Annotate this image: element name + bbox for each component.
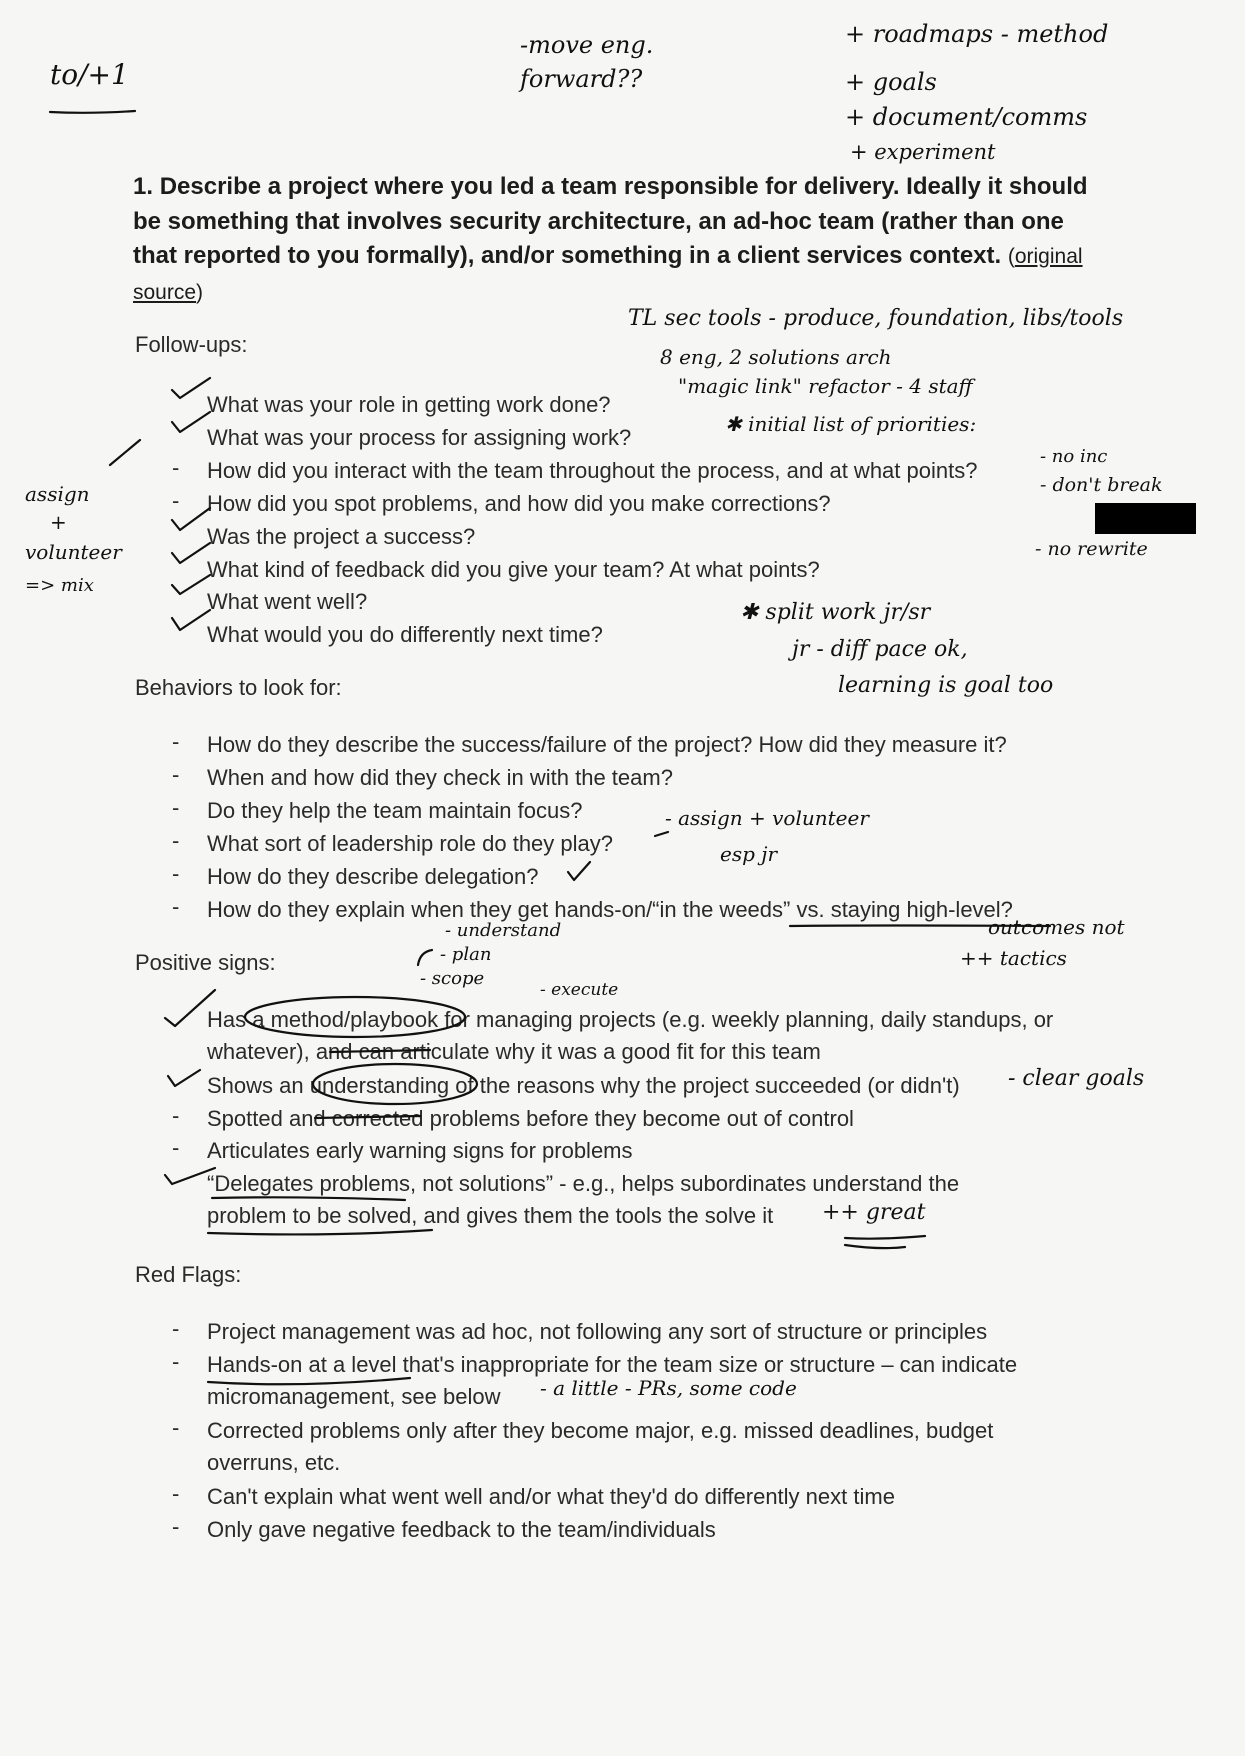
hw-split-1: ✱ split work jr/sr [740, 600, 931, 625]
bullet-dash: - [172, 1514, 180, 1539]
source-open: ( [1007, 245, 1015, 268]
hw-top-right-3: + document/comms [845, 103, 1088, 131]
followup-item: What was your process for assigning work? [207, 425, 632, 450]
hw-clear-goals: - clear goals [1008, 1066, 1145, 1091]
bullet-dash: - [172, 1103, 180, 1128]
hw-split-3: learning is goal too [838, 673, 1054, 698]
source-close: ) [196, 280, 204, 304]
hw-pos-2: - plan [440, 944, 492, 965]
hw-leader-1: - assign + volunteer [665, 806, 869, 830]
bullet-dash: - [172, 762, 180, 787]
bullet-dash: - [172, 729, 180, 754]
bullet-dash: - [172, 1415, 180, 1440]
hw-side-3: - no rewrite [1035, 538, 1148, 560]
followup-item: How did you interact with the team throughout the process, and at what points? [207, 458, 978, 483]
question-text: Describe a project where you led a team responsible for delivery. Ideally it should be something that involves security architecture, an ad-hoc team (rather than one that reported to you formally), and/or something in a client services context. [133, 173, 1088, 269]
bullet-dash: - [172, 828, 180, 853]
hw-outcomes-2: ++ tactics [960, 946, 1067, 970]
behavior-item: How do they describe the success/failure of the project? How did they measure it? [207, 732, 1007, 757]
hw-left-margin-4: => mix [25, 575, 94, 596]
red-flag-item: Project management was ad hoc, not following any sort of structure or principles [207, 1319, 988, 1344]
followup-item: How did you spot problems, and how did you make corrections? [207, 491, 831, 516]
bullet-dash: - [172, 1349, 180, 1374]
followup-item: What would you do differently next time? [207, 622, 603, 647]
hw-top-mid: -move eng. forward?? [520, 31, 654, 93]
followups-label: Follow-ups: [135, 332, 248, 357]
hw-top-right-4: + experiment [850, 140, 996, 164]
hw-top-left: to/+1 [50, 58, 129, 91]
red-flag-item: Hands-on at a level that's inappropriate for the team size or structure – can indicate micromanagement, see below [207, 1352, 1018, 1409]
bullet-dash: - [172, 1135, 180, 1160]
behavior-item: Do they help the team maintain focus? [207, 798, 583, 823]
positive-item: Spotted and corrected problems before they become out of control [207, 1106, 854, 1131]
red-flags-label: Red Flags: [135, 1262, 242, 1287]
bullet-dash: - [172, 894, 180, 919]
hw-top-right-1: + roadmaps - method [845, 20, 1109, 48]
hw-left-margin-3: volunteer [25, 540, 122, 564]
followup-item: What kind of feedback did you give your team? At what points? [207, 557, 820, 582]
red-flag-item: Can't explain what went well and/or what they'd do differently next time [207, 1484, 895, 1509]
red-flag-item: Only gave negative feedback to the team/individuals [207, 1517, 716, 1542]
bullet-dash: - [172, 1481, 180, 1506]
positive-item: Shows an understanding of the reasons why the project succeeded (or didn't) [207, 1073, 960, 1098]
hw-left-margin-1: assign [25, 482, 90, 506]
behaviors-label: Behaviors to look for: [135, 675, 342, 700]
hw-left-margin-2: + [50, 510, 67, 534]
positive-item: Articulates early warning signs for problems [207, 1138, 633, 1163]
hw-followup-note-3: "magic link" refactor - 4 staff [678, 374, 973, 398]
behavior-item: How do they describe delegation? [207, 864, 539, 889]
behavior-item: What sort of leadership role do they play? [207, 831, 614, 856]
red-flag-item: Corrected problems only after they become major, e.g. missed deadlines, budget overruns, etc. [207, 1418, 994, 1475]
hw-great: ++ great [822, 1200, 926, 1225]
hw-followup-note-1: TL sec tools - produce, foundation, libs/tools [628, 306, 1124, 331]
hw-followup-note-4: ✱ initial list of priorities: [725, 412, 977, 436]
positive-label: Positive signs: [135, 950, 276, 975]
hw-top-right-2: + goals [845, 68, 937, 96]
original-source-link[interactable]: original source [133, 245, 1083, 304]
bullet-dash: - [172, 861, 180, 886]
hw-pos-4: - execute [540, 980, 619, 1000]
bullet-dash: - [172, 455, 180, 480]
hw-pos-3: - scope [420, 968, 485, 989]
hw-side-1: - no inc [1040, 446, 1108, 467]
hw-outcomes-1: outcomes not [988, 915, 1125, 939]
hw-leader-2: esp jr [720, 842, 778, 866]
redaction-bar [1095, 503, 1196, 534]
question-number: 1. [133, 173, 154, 200]
behavior-item: How do they explain when they get hands-on/“in the weeds” vs. staying high-level? [207, 897, 1013, 922]
hw-split-2: jr - diff pace ok, [792, 637, 968, 662]
followup-item: Was the project a success? [207, 524, 476, 549]
hw-little: - a little - PRs, some code [540, 1376, 797, 1400]
hw-side-2: - don't break [1040, 474, 1163, 496]
hw-followup-note-2: 8 eng, 2 solutions arch [660, 345, 892, 369]
followup-item: What went well? [207, 589, 368, 614]
question-title [133, 170, 1093, 310]
bullet-dash: - [172, 488, 180, 513]
followup-item: What was your role in getting work done? [207, 392, 611, 417]
positive-item: Has a method/playbook for managing projects (e.g. weekly planning, daily standups, or whatever), and can articulate why it was a good fit for this team [207, 1007, 1054, 1064]
bullet-dash: - [172, 795, 180, 820]
hw-pos-1: - understand [445, 920, 562, 941]
positive-item: “Delegates problems, not solutions” - e.g., helps subordinates understand the problem to be solved, and gives them the tools the solve it [207, 1171, 960, 1228]
behavior-item: When and how did they check in with the team? [207, 765, 673, 790]
bullet-dash: - [172, 1316, 180, 1341]
